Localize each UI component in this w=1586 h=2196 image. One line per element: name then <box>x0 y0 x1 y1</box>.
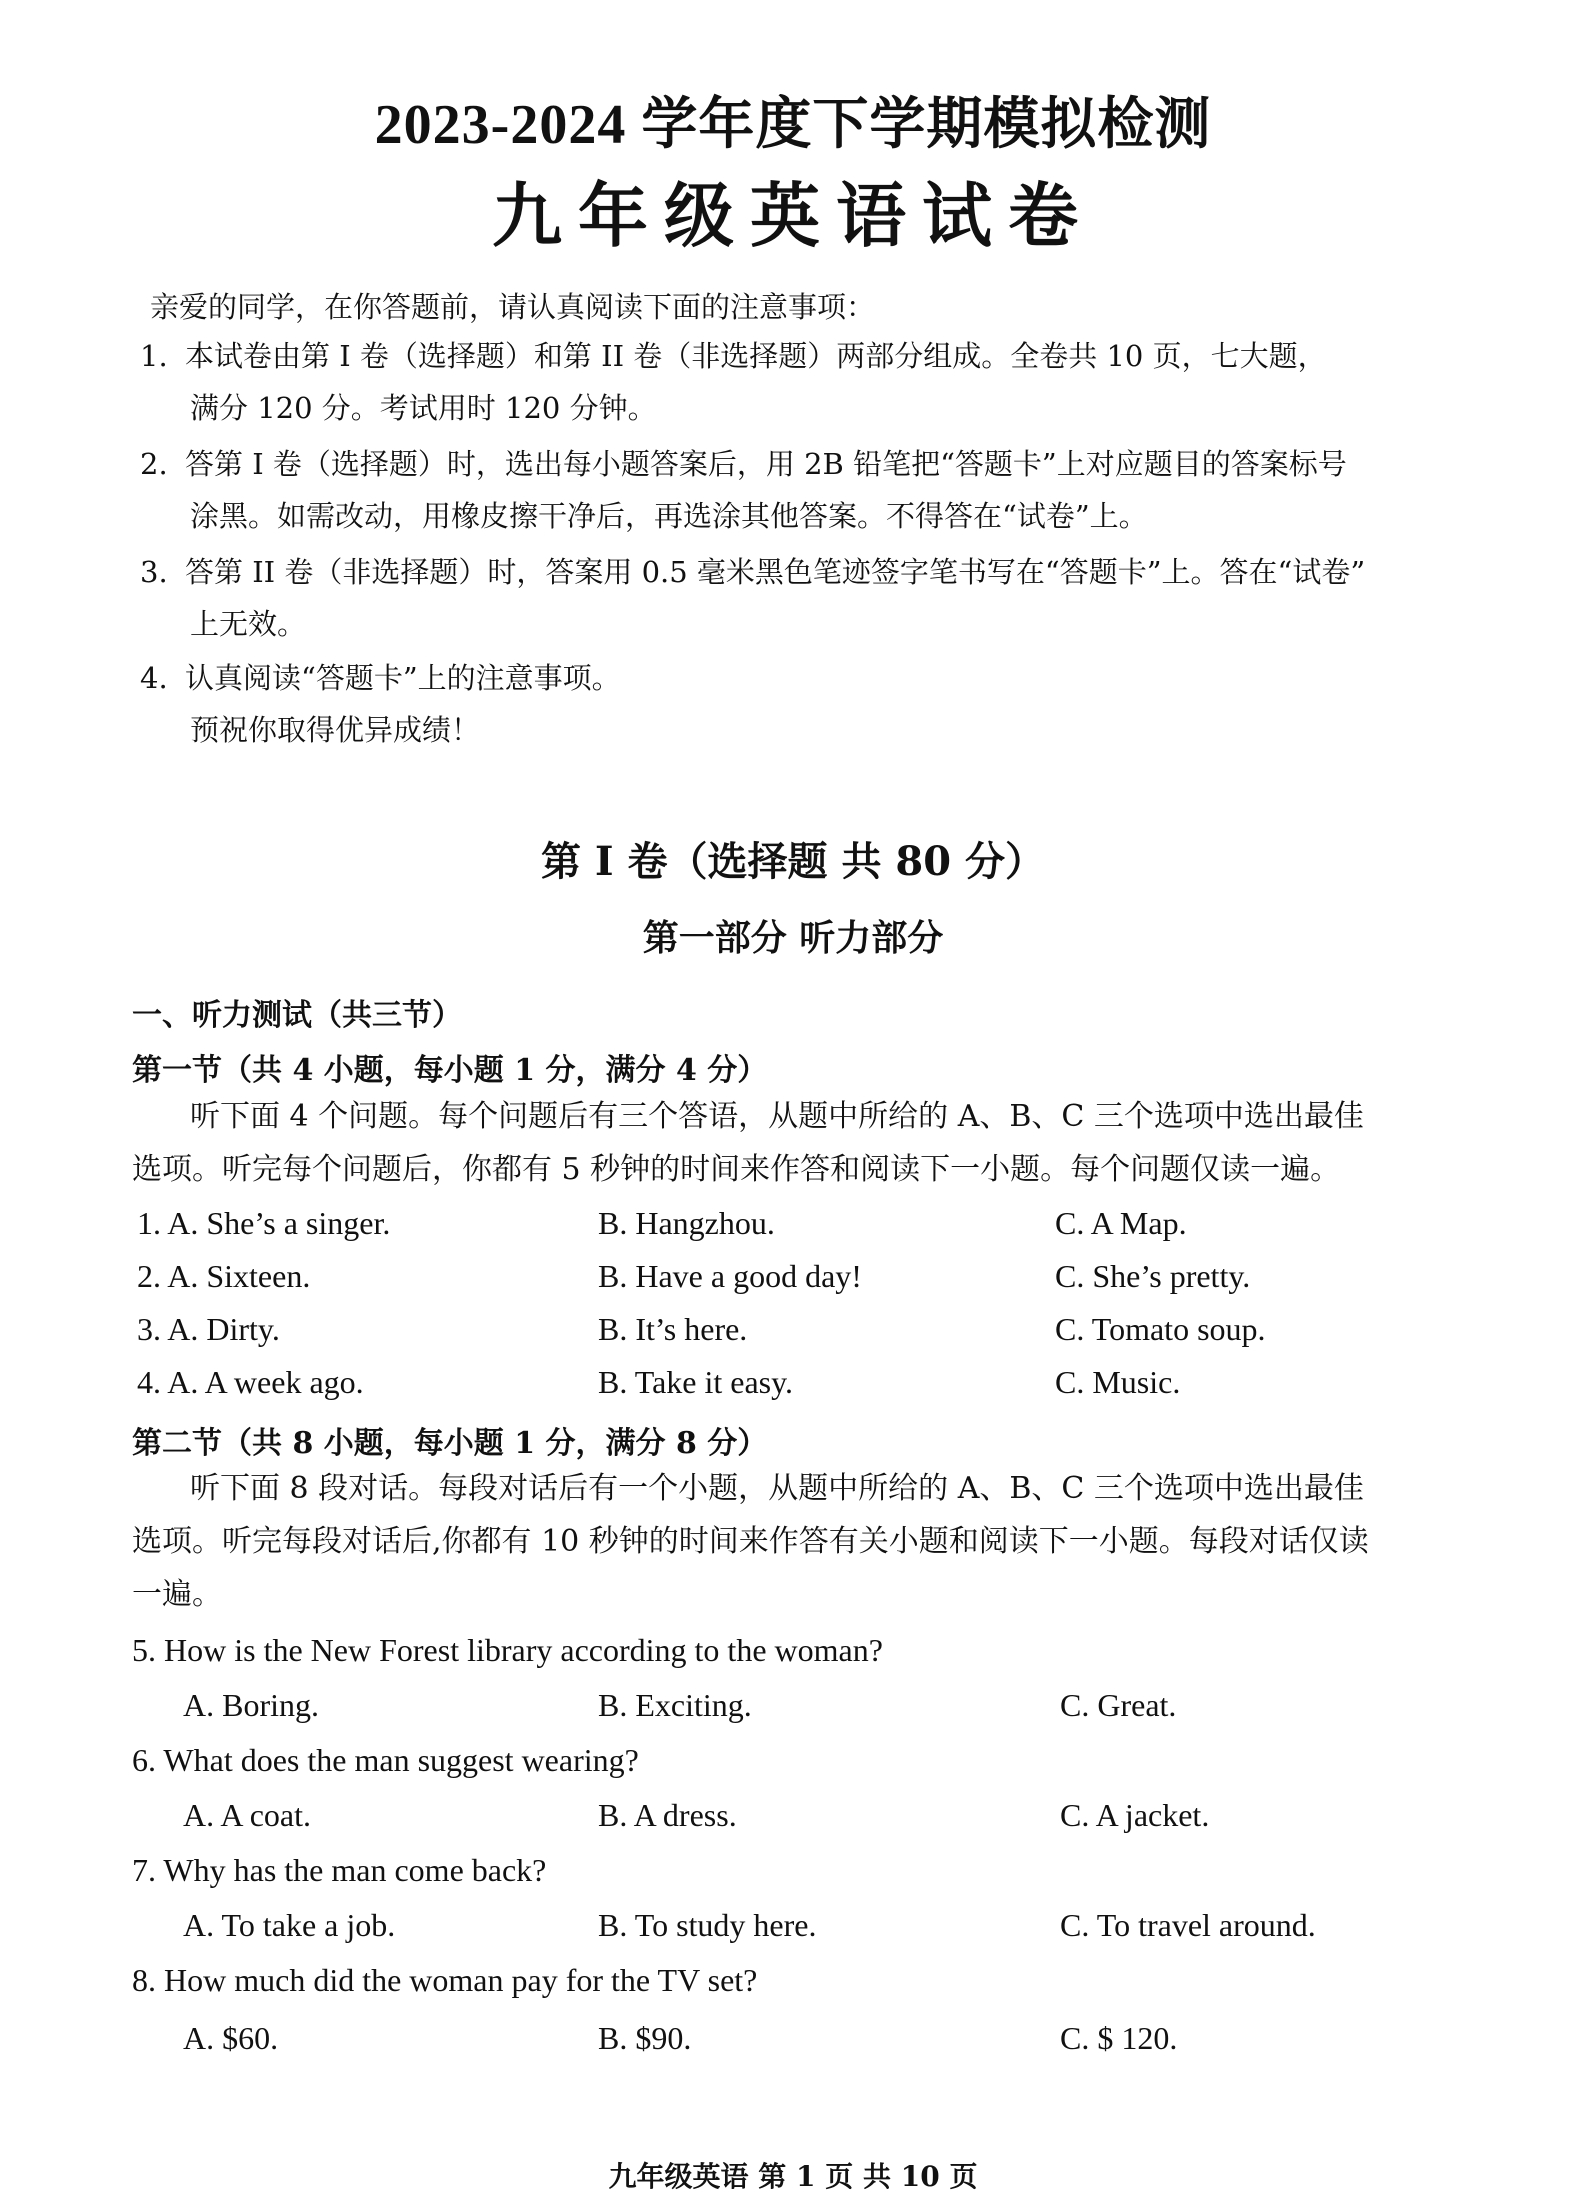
option-b: B. Exciting. <box>598 1687 752 1723</box>
option-c: C. A jacket. <box>1060 1797 1210 1833</box>
instruction-line: 选项。听完每个问题后，你都有 5 秒钟的时间来作答和阅读下一小题。每个问题仅读一遍。 <box>132 1152 1341 1187</box>
option-b: B. Hangzhou. <box>598 1205 775 1241</box>
notice-text: 答第 I 卷（选择题）时，选出每小题答案后，用 2B 铅笔把“答题卡”上对应题目的答案标号 <box>185 447 1347 481</box>
notice-num: 4. <box>140 661 168 695</box>
notice-item <box>140 652 1440 704</box>
notice-num: 1. <box>140 339 168 373</box>
notice-wish: 预祝你取得优异成绩！ <box>190 713 481 747</box>
option-b: B. It’s here. <box>598 1311 748 1347</box>
instruction-line: 听下面 4 个问题。每个问题后有三个答语，从题中所给的 A、B、C 三个选项中选出最佳 <box>190 1099 1364 1134</box>
notice-text: 答第 II 卷（非选择题）时，答案用 0.5 毫米黑色笔迹签字笔书写在“答题卡”上。答在“试卷” <box>185 555 1366 589</box>
section2-instructions <box>132 1462 1472 1621</box>
option-c: C. Tomato soup. <box>1055 1311 1266 1347</box>
question-stem: 8. How much did the woman pay for the TV set? <box>132 1962 758 1998</box>
option-c: C. $ 120. <box>1060 2020 1178 2056</box>
notice-item <box>140 546 1440 650</box>
option-b: B. A dress. <box>598 1797 737 1833</box>
question-stem: 5. How is the New Forest library according to the woman? <box>132 1632 883 1668</box>
option-b: B. To study here. <box>598 1907 817 1943</box>
option-c: C. She’s pretty. <box>1055 1258 1251 1294</box>
page-footer: 九年级英语 第 1 页 共 10 页 <box>608 2160 978 2193</box>
section1-instructions <box>132 1090 1472 1196</box>
option-c: C. Music. <box>1055 1364 1181 1400</box>
volume-title: 第 I 卷（选择题 共 80 分） <box>540 838 1045 885</box>
notice-text: 上无效。 <box>190 607 307 641</box>
instruction-line: 一遍。 <box>132 1577 222 1612</box>
exam-subtitle: 九年级英语试卷 <box>492 174 1094 257</box>
notice-text: 涂黑。如需改动，用橡皮擦干净后，再选涂其他答案。不得答在“试卷”上。 <box>190 499 1148 533</box>
question-stem: 6. What does the man suggest wearing? <box>132 1742 639 1778</box>
notice-text: 本试卷由第 I 卷（选择题）和第 II 卷（非选择题）两部分组成。全卷共 10 页，七大题， <box>185 339 1327 373</box>
option-c: C. To travel around. <box>1060 1907 1316 1943</box>
notice-num: 3. <box>140 555 168 589</box>
option-c: C. A Map. <box>1055 1205 1187 1241</box>
question-stem: 7. Why has the man come back? <box>132 1852 547 1888</box>
exam-title: 2023-2024 学年度下学期模拟检测 <box>374 94 1212 156</box>
section-heading: 一、听力测试（共三节） <box>132 998 462 1033</box>
option-a: A. Boring. <box>183 1687 319 1723</box>
option-a: A. A coat. <box>183 1797 311 1833</box>
option-b: B. Take it easy. <box>598 1364 794 1400</box>
option-b: B. $90. <box>598 2020 692 2056</box>
notice-num: 2. <box>140 447 168 481</box>
option-a: 3. A. Dirty. <box>137 1311 280 1347</box>
instruction-line: 选项。听完每段对话后,你都有 10 秒钟的时间来作答有关小题和阅读下一小题。每段对话仅读 <box>132 1524 1369 1559</box>
option-a: 4. A. A week ago. <box>137 1364 364 1400</box>
section2-heading: 第二节（共 8 小题，每小题 1 分，满分 8 分） <box>132 1426 768 1461</box>
option-c: C. Great. <box>1060 1687 1177 1723</box>
notice-intro: 亲爱的同学，在你答题前，请认真阅读下面的注意事项： <box>150 290 876 324</box>
notice-text: 满分 120 分。考试用时 120 分钟。 <box>190 391 657 425</box>
option-a: 2. A. Sixteen. <box>137 1258 311 1294</box>
part-title: 第一部分 听力部分 <box>642 917 944 959</box>
option-a: A. To take a job. <box>183 1907 396 1943</box>
notice-item <box>140 330 1440 434</box>
instruction-line: 听下面 8 段对话。每段对话后有一个小题，从题中所给的 A、B、C 三个选项中选出最佳 <box>190 1471 1364 1506</box>
notice-text: 认真阅读“答题卡”上的注意事项。 <box>185 661 621 695</box>
option-a: A. $60. <box>183 2020 279 2056</box>
option-b: B. Have a good day! <box>598 1258 862 1294</box>
notice-item <box>140 438 1440 542</box>
section1-heading: 第一节（共 4 小题，每小题 1 分，满分 4 分） <box>132 1053 768 1088</box>
option-a: 1. A. She’s a singer. <box>137 1205 391 1241</box>
